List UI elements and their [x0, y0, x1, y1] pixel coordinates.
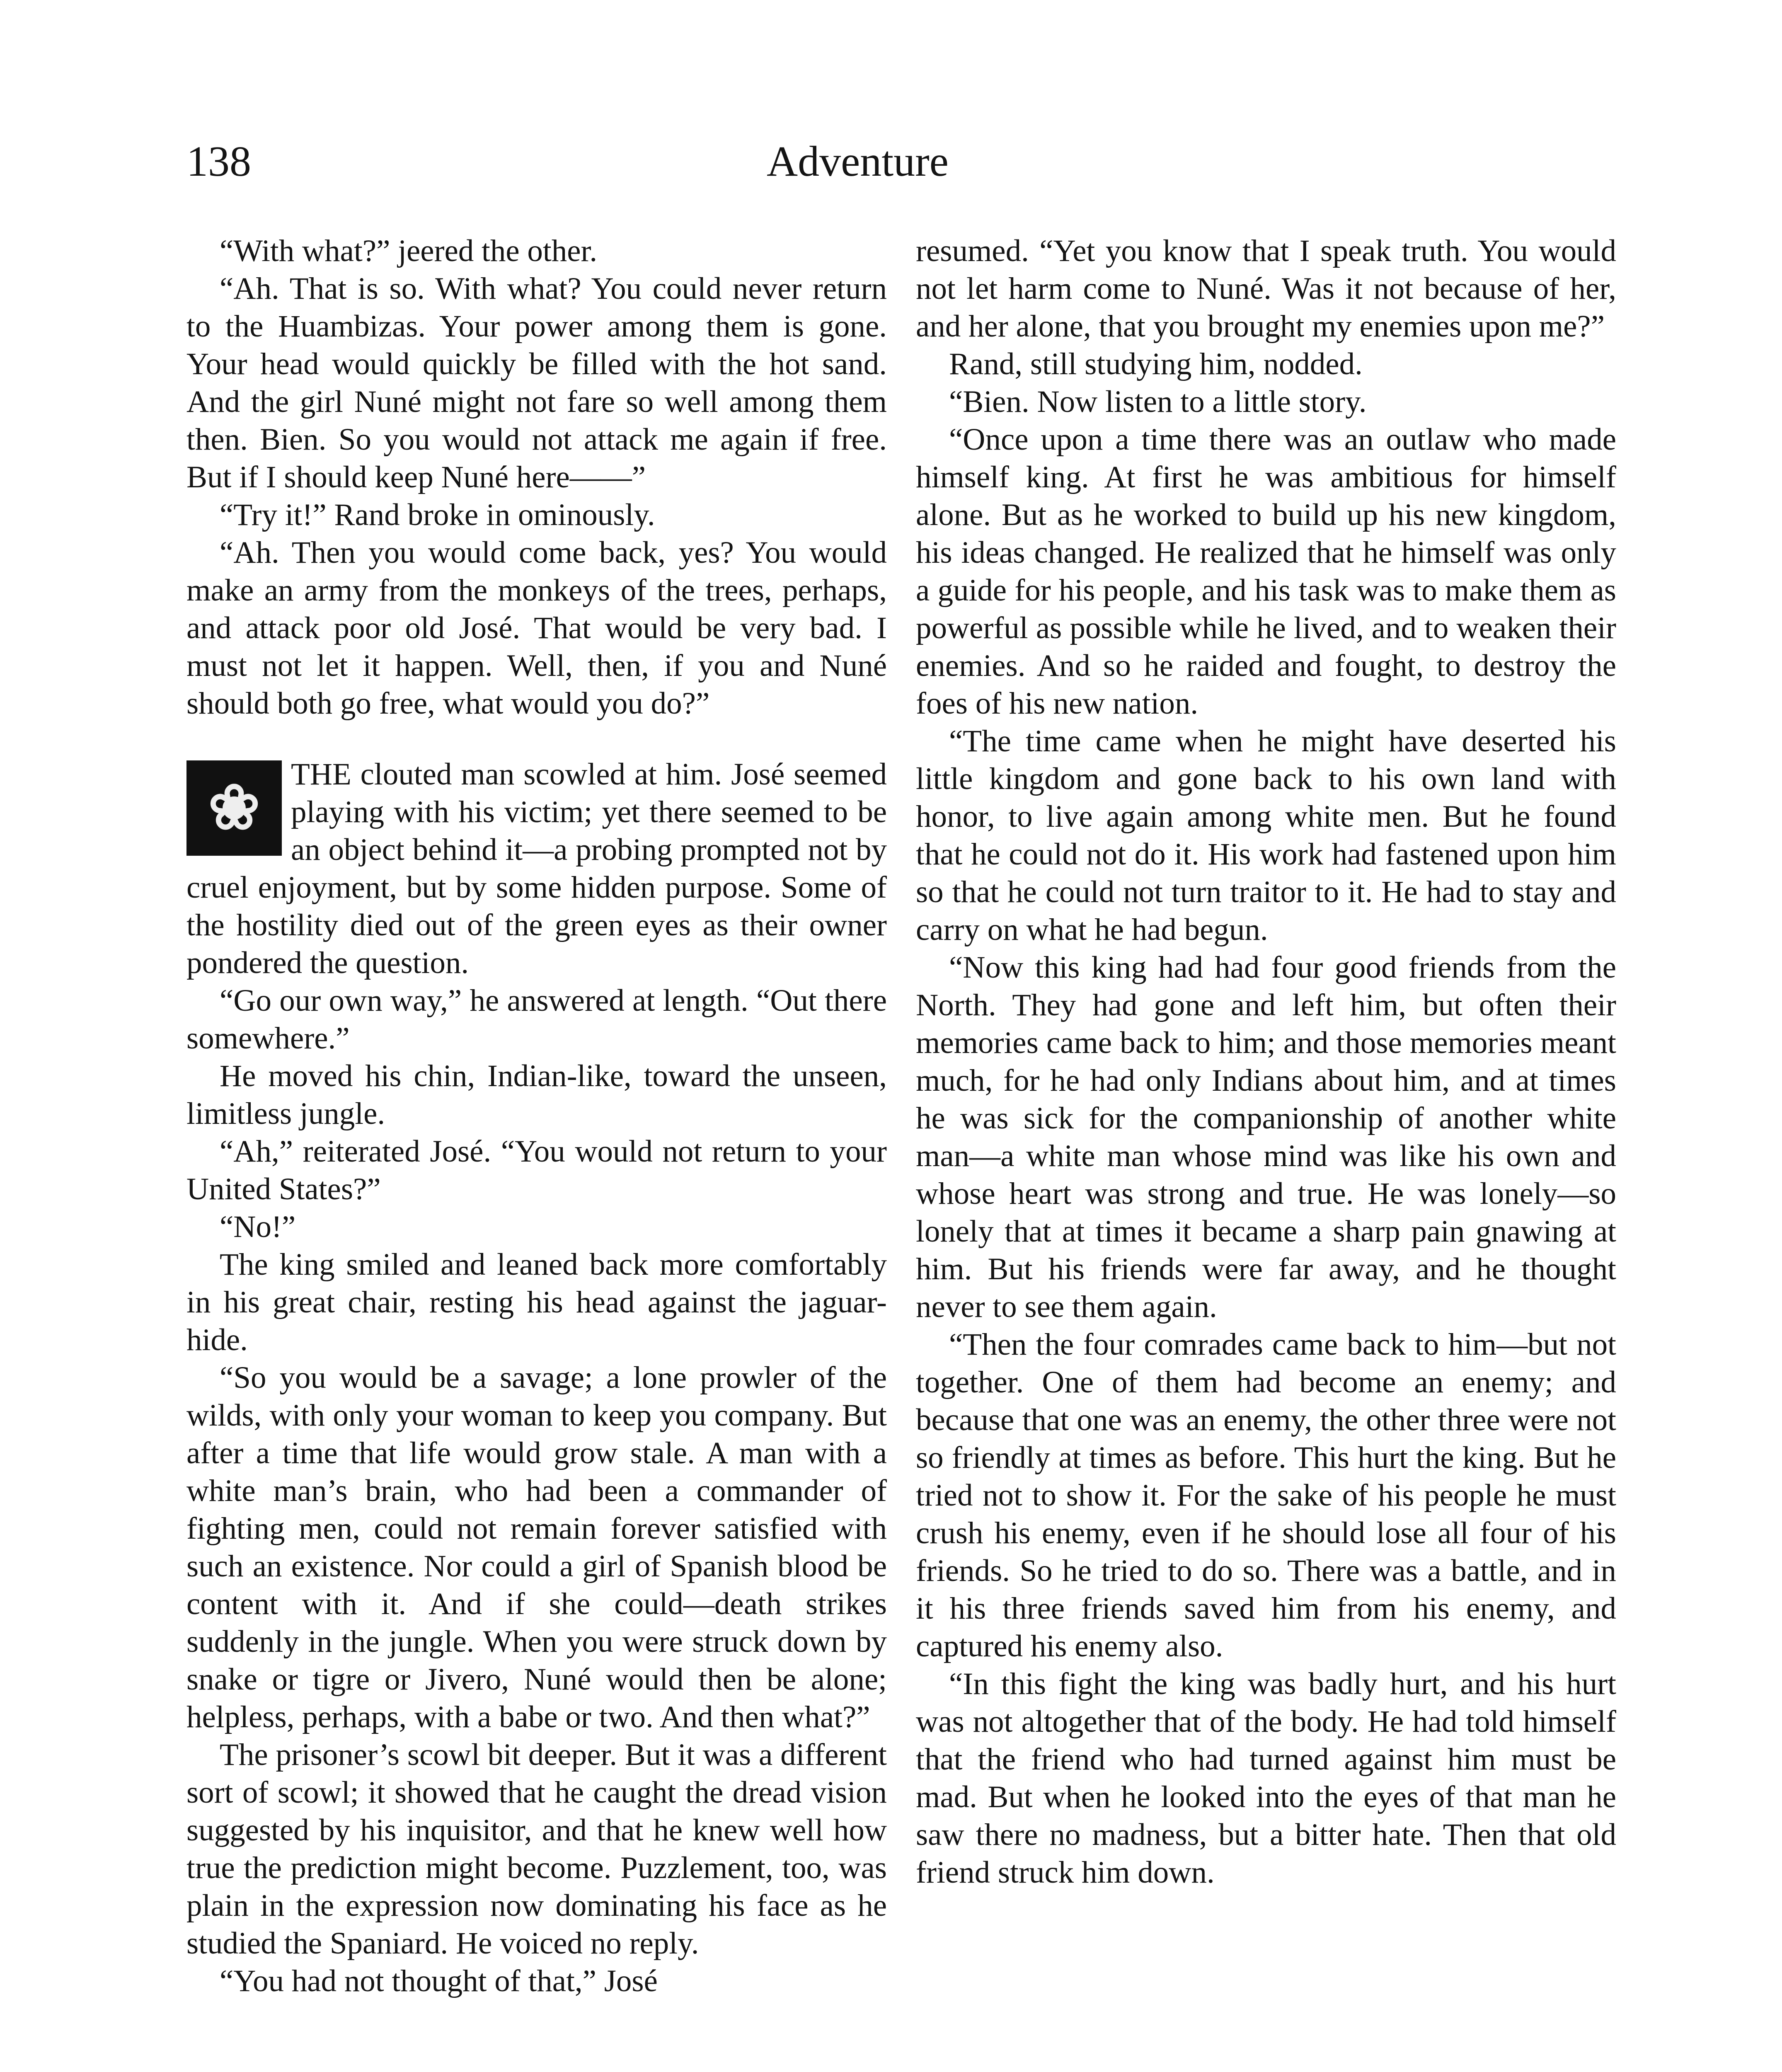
paragraph: “Try it!” Rand broke in ominously.: [220, 498, 655, 532]
paragraph: The king smiled and leaned back more comfortably in his great chair, resting his head against the jaguar-hide.: [186, 1247, 887, 1357]
paragraph: He moved his chin, Indian-like, toward the unseen, limitless jungle.: [186, 1059, 887, 1131]
paragraph-continued: resumed. “Yet you know that I speak truth. You would not let harm come to Nuné. Was it not because of her, and her alone, that you brought my enemies upon me?”: [916, 234, 1616, 344]
paragraph: “You had not thought of that,” José: [220, 1964, 658, 1998]
paragraph: “So you would be a savage; a lone prowler of the wilds, with only your woman to keep you company. But after a time that life would grow stale. A man with a white man’s brain, who had been a commander of fighting men, could not remain forever satisfied with such an existence. Nor could a girl of Spanish blood be content with it. And if she could—death strikes suddenly in the jungle. When you were struck down by snake or tigre or Jivero, Nuné would then be alone; helpless, perhaps, with a babe or two. And then what?”: [186, 1360, 887, 1734]
ornament-dropcap-icon: ❀: [186, 760, 282, 856]
running-head: Adventure: [767, 138, 949, 185]
paragraph: “Ah. Then you would come back, yes? You would make an army from the monkeys of the trees, perhaps, and attack poor old José. That would be very bad. I must not let it happen. Well, then, if you and Nuné should both go free, what would you do?”: [186, 535, 887, 721]
paragraph: “Ah,” reiterated José. “You would not return to your United States?”: [186, 1134, 887, 1206]
paragraph: “With what?” jeered the other.: [220, 234, 598, 268]
paragraph: “Once upon a time there was an outlaw who made himself king. At first he was ambitious for himself alone. But as he worked to build up his new kingdom, his ideas changed. He realized that he himself was only a guide for his people, and his task was to make them as powerful as possible while he lived, and to weaken their enemies. And so he raided and fought, to destroy the foes of his new nation.: [916, 422, 1616, 721]
left-column: [186, 232, 887, 2000]
paragraph: “Go our own way,” he answered at length. “Out there somewhere.”: [186, 983, 887, 1055]
paragraph: “Now this king had had four good friends from the North. They had gone and left him, but often their memories came back to him; and those memories meant much, for he had only Indians about him, and at times he was sick for the companionship of another white man—a white man whose mind was like his own and whose heart was strong and true. He was lonely—so lonely that at times it became a sharp pain gnawing at him. But his friends were far away, and he thought never to see them again.: [916, 950, 1616, 1324]
paragraph: “Ah. That is so. With what? You could never return to the Huambizas. Your power among them is gone. Your head would quickly be filled with the hot sand. And the girl Nuné might not fare so well among them then. Bien. So you would not attack me again if free. But if I should keep Nuné here——”: [186, 271, 887, 494]
paragraph: Rand, still studying him, nodded.: [949, 347, 1363, 381]
section-start-paragraph: [186, 755, 887, 982]
paragraph: “In this fight the king was badly hurt, and his hurt was not altogether that of the body. He had told himself that the friend who had turned against him must be mad. But when he looked into the eyes of that man he saw there no madness, but a bitter hate. Then that old friend struck him down.: [916, 1667, 1616, 1890]
paragraph: “Bien. Now listen to a little story.: [949, 385, 1367, 419]
paragraph: “Then the four comrades came back to him—but not together. One of them had become an enemy; and because that one was an enemy, the other three were not so friendly at times as before. This hurt the king. But he tried not to show it. For the sake of his people he must crush his enemy, even if he should lose all four of his friends. So he tried to do so. There was a battle, and in it his three friends saved him from his enemy, and captured his enemy also.: [916, 1327, 1616, 1663]
paragraph: “No!”: [220, 1210, 296, 1244]
paragraph-text: THE clouted man scowled at him. José seemed playing with his victim; yet there seemed to be an object behind it—a probing prompted not by cruel enjoyment, but by some hidden purpose. Some of the hostility died out of the green eyes as their owner pondered the question.: [186, 757, 887, 980]
page-number: 138: [186, 138, 251, 185]
paragraph: “The time came when he might have deserted his little kingdom and gone back to his own land with honor, to live again among white men. But he found that he could not do it. His work had fastened upon him so that he could not turn traitor to it. He had to stay and carry on what he had begun.: [916, 724, 1616, 947]
right-column: [916, 232, 1616, 1891]
paragraph: The prisoner’s scowl bit deeper. But it was a different sort of scowl; it showed that he caught the dread vision suggested by his inquisitor, and that he knew well how true the prediction might become. Puzzlement, too, was plain in the expression now dominating his face as he studied the Spaniard. He voiced no reply.: [186, 1738, 887, 1961]
